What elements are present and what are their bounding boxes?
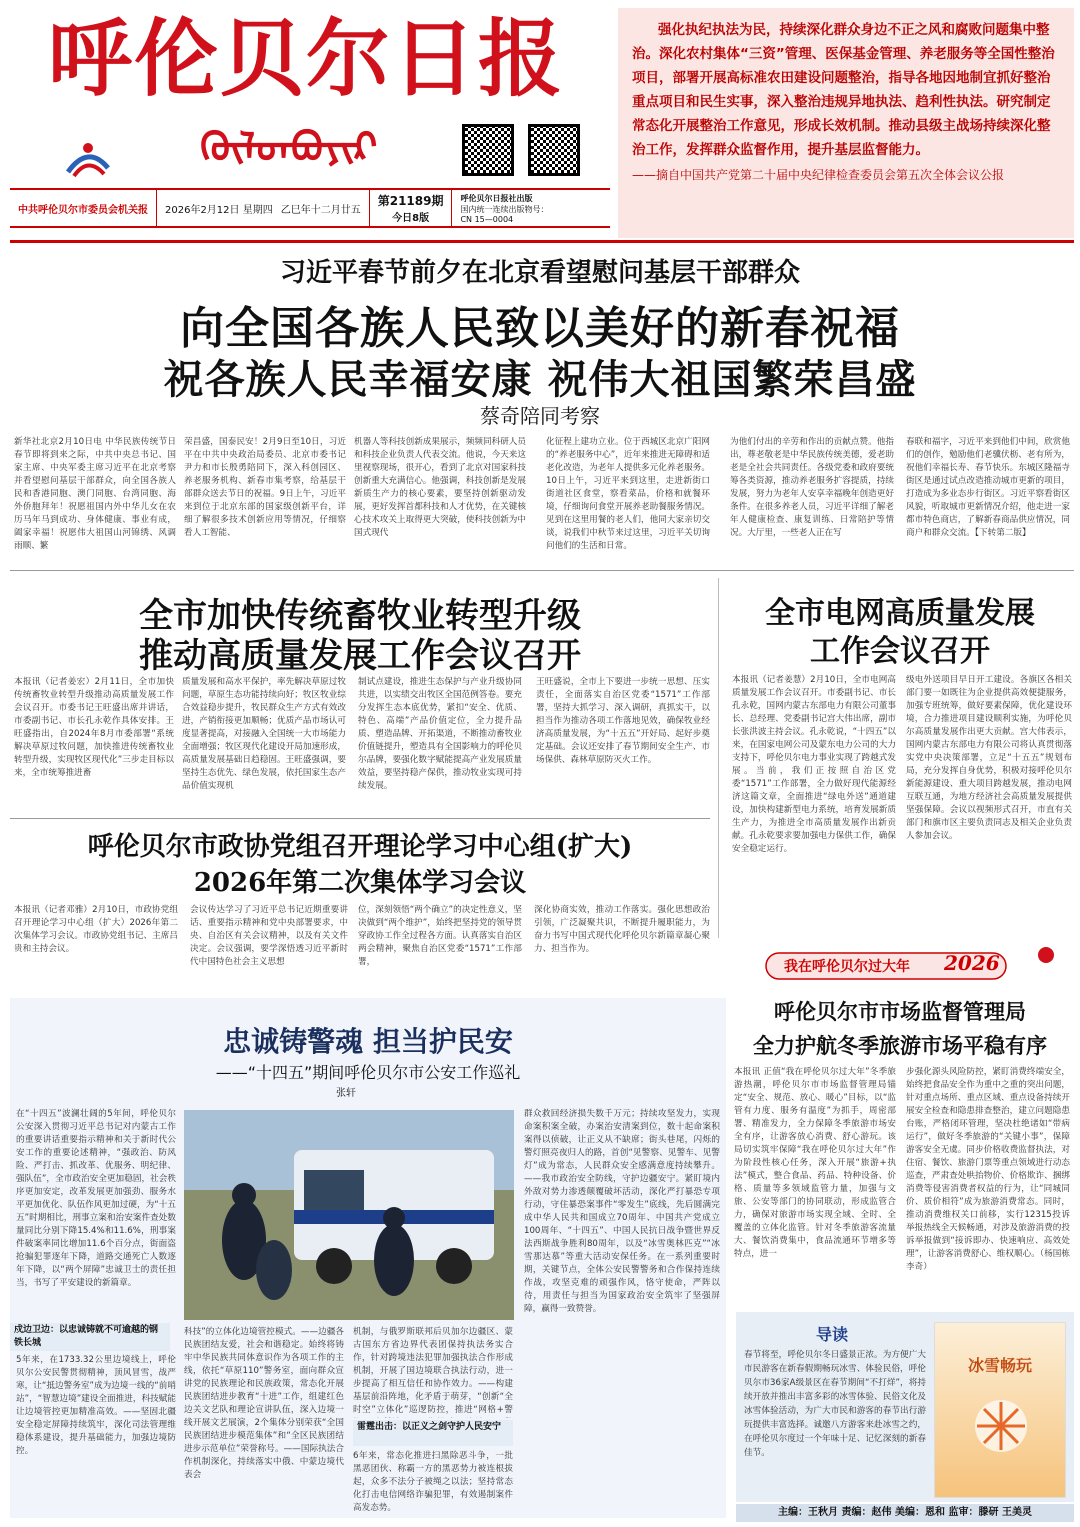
publisher: 中共呼伦贝尔市委员会机关报 bbox=[10, 190, 157, 226]
story-b-col-1: 本报讯（记者姜慧）2月10日，全市电网高质量发展工作会议召开。市委副书记、市长孔永乾，国网内蒙古东部电力有限公司董事长、总经理、党委副书记宫大伟出席，副市长张洪波主持会议。孔永乾说，“十四五”以来，在国家电网公司及蒙东电力公司的大力支持下，呼伦贝尔电力事业实现了跨越式发展。当前，我们正按照自治区党委“1571”工作部署，全力做好现代能源经济这篇文章，全面推进“绿电外送”通道建设，加快构建新型电力系统，培育发展新质生产力，为推进全市高质量发展作出新贡献。孔永乾要求要加强电力保供工作，确保安全稳定运行。 bbox=[732, 675, 896, 854]
lead-subhead: 蔡奇陪同考察 bbox=[480, 404, 600, 428]
new-year-banner bbox=[760, 945, 1060, 985]
story-a-title-1: 全市加快传统畜牧业转型升级 bbox=[139, 596, 581, 636]
mongolian-title: ᠬᠥᠯᠦᠨᠪᠤᠶᠢᠷ bbox=[200, 124, 378, 171]
story-a-col-3: 制试点建设，推进生态保护与产业升级协同共进，以实绩交出牧区全国范例答卷。要充分发挥生态本底优势，紧扣“安全、优质、特色、高端”产品价值定位，全力提升品质、塑造品牌、开拓渠道，不断推动畜牧业价值链提升，塑造具有全国影响力的呼伦贝尔品牌，要强化数字赋能提高产业发展质量效益，要坚持稳产保供，推动牧业实现可持续发展。 bbox=[358, 677, 522, 791]
lead-divider bbox=[10, 570, 1074, 571]
issue-number: 第21189期 bbox=[377, 194, 444, 208]
press-name: 呼伦贝尔日报社出版 bbox=[460, 193, 533, 203]
lead-col-6: 春联和福字，习近平来到他们中间，欣赏他们的创作，勉励他们老骥伏枥、老有所为，祝他们幸福长寿、春节快乐。东城区隆福寺街区是通过试点改造推动城市更新的项目，打造成为多业态步行街区。习近平察看街区风貌，听取城市更新情况介绍，他走进一家都市特色商店，了解新春商品供应情况，同商户和群众交流。【下转第二版】 bbox=[906, 437, 1070, 538]
guide-poster[interactable] bbox=[934, 1322, 1066, 1498]
lead-col-2: 荣昌盛，国泰民安！2月9日至10日，习近平在中共中央政治局委员、北京市委书记尹力和市长殷勇陪同下，深入科创园区、养老服务机构、新春市集考察，给基层干部群众送去节日的祝福。9日上午，习近平来到位于北京东部的国家级创新平台，详细了解很多技术创新应用等情况，仔细察看人工智能、 bbox=[184, 437, 346, 538]
feature-subtitle: ——“十四五”期间呼伦贝尔市公安工作巡礼 bbox=[215, 1063, 521, 1082]
story-a-col-4: 王旺盛说，全市上下要进一步统一思想、压实责任，全面落实自治区党委“1571”工作部署，坚持大抓学习、深入调研，真抓实干，以担当作为推动各项工作落地见效，确保牧业经济高质量发展，为“十五五”开好局、起好步奠定基础。会议还安排了春节期间安全生产、市场保供、森林草原防灭火工作。 bbox=[536, 677, 710, 765]
lead-headline-2: 祝各族人民幸福安康 祝伟大祖国繁荣昌盛 bbox=[163, 356, 917, 403]
masthead-title: 呼伦贝尔日报 bbox=[48, 10, 565, 108]
quote-text: 强化执纪执法为民，持续深化群众身边不正之风和腐败问题集中整治。深化农村集体“三资”管理、医保基金管理、养老服务等全国性整治项目，部署开展高标准农田建设问题整治，指导各地因地制宜抓好整治重点项目和民生实事，深入整治违规异地执法、趋利性执法。研究制定常态化开展整治工作意见，形成长效机制。推动县级主战场持续深化整治工作，发挥群众监督作用，提升基层监督能力。 bbox=[632, 22, 1055, 158]
banner-year: 2026 bbox=[944, 951, 1000, 975]
masthead-divider bbox=[10, 240, 1074, 243]
feature-col-3b: 6年来，常态化推进扫黑除恶斗争，一批黑恶团伙、称霸一方的黑恶势力被连根拔起，众多不法分子被绳之以法；坚持常态化打击电信网络诈骗犯罪，有效遏制案件高发态势。 bbox=[353, 1451, 513, 1513]
feature-col-1b: 5年来，在1733.32公里边境线上，呼伦贝尔公安民警贯彻精神，顶风冒雪，战严寒，让“抵边警务室”成为边境一线的“前哨站”，“智慧边境”建设全面推进，科技赋能让边境管控更加精准高效。——坚固北疆安全稳定屏障持续筑牢，深化司法管理维稳体系建设，提升基础能力，加强边境防控。 bbox=[16, 1355, 176, 1456]
story-a-title-2: 推动高质量发展工作会议召开 bbox=[139, 636, 581, 676]
feature-title: 忠诚铸警魂 担当护民安 bbox=[223, 1025, 513, 1058]
feature-col-1: 在“十四五”波澜壮阔的5年间，呼伦贝尔公安深入贯彻习近平总书记对内蒙古工作的重要讲话重要指示精神和关于新时代公安工作的重要论述精神，“强政治、防风险、严打击、抓改革、优服务、明纪律、强队伍”，全市政治安全更加稳固，社会秩序更加安定，改革发展更加强劲、服务水平更加优化、队伍作风更加过硬，为“十五五”时期相比，刑事立案和治安案件查处数量同比分别下降15.4%和11.6%，刑事案件破案率同比增加11.6个百分点，街面盗抢骗犯罪逐年下降，道路交通死亡人数逐年下降，以“两个屏障”忠诚卫士的责任担当，书写了平安建设的新篇章。 bbox=[16, 1109, 176, 1288]
poster-snowflake-icon bbox=[935, 1376, 1067, 1476]
lead-kicker: 习近平春节前夕在北京看望慰问基层干部群众 bbox=[279, 258, 800, 288]
story-a-divider bbox=[10, 818, 710, 819]
feature-author: 张轩 bbox=[336, 1088, 356, 1099]
story-c-title-2: 2026年第二次集体学习会议 bbox=[193, 868, 527, 898]
lead-col-5: 为他们付出的辛劳和作出的贡献点赞。他指出，尊老敬老是中华民族传统美德，爱老助老是全社会共同责任。各级党委和政府要统筹各类资源，推动养老服务扩容提质，持续发展，努力为老年人安享幸福晚年创造更好条件。在很多养老人员，习近平详细了解老年人健康检查、康复训练、日常陪护等情况。大厅里，一些老人正在写 bbox=[730, 437, 894, 538]
cn-label: 国内统一连续出版物号： bbox=[460, 204, 549, 214]
story-c-col-3: 位，深刻领悟“两个确立”的决定性意义，坚决做到“两个维护”，始终把坚持党的领导贯穿政协工作全过程各方面。认真落实自治区两会精神，聚焦自治区党委“1571”工作部署， bbox=[358, 905, 522, 967]
feature-note-2: 雷霆出击：以正义之剑守护人民安宁 bbox=[353, 1420, 513, 1446]
story-c-col-1: 本报讯（记者邓雅）2月10日，市政协党组召开理论学习中心组（扩大）2026年第二次集体学习会议。市政协党组书记、主席吕贵和主持会议。 bbox=[14, 905, 178, 954]
banner-text: 我在呼伦贝尔过大年 bbox=[784, 959, 910, 975]
guide-poster-title: 冰雪畅玩 bbox=[967, 1356, 1032, 1375]
story-c-col-4: 深化协商实效，推动工作落实。强化思想政治引领，广泛凝聚共识，不断提升履职能力，为奋力书写中国式现代化呼伦贝尔新篇章凝心聚力、担当作为。 bbox=[534, 905, 710, 954]
newspaper-logo bbox=[58, 138, 118, 182]
story-d-title-2: 全力护航冬季旅游市场平稳有序 bbox=[753, 1033, 1047, 1058]
qr-code-2[interactable] bbox=[528, 124, 580, 176]
story-b-col-2: 级电外送项目早日开工建设。各旗区各相关部门要一如既往为企业提供高效便捷服务，加强专班统筹，做好要素保障，优化建设环境，合力推进项目建设顺利实施，为呼伦贝尔高质量发展作出更大贡献。宫大伟表示，国网内蒙古东部电力有限公司将认真贯彻落实党中央决策部署，立足“十五五”规划布局，充分发挥自身优势，积极对接呼伦贝尔新能源建设、重大项目跨越发展，推动电网互联互通，为地方经济社会高质量发展提供坚强保障。会议以视频形式召开，市直有关部门和旗市区主要负责同志及相关企业负责人参加会议。 bbox=[906, 675, 1072, 841]
qr-code-1[interactable] bbox=[462, 124, 514, 176]
story-d-title-1: 呼伦贝尔市市场监督管理局 bbox=[774, 999, 1026, 1024]
masthead-infobar bbox=[10, 188, 610, 228]
story-c-col-2: 会议传达学习了习近平总书记近期重要讲话、重要指示精神和党中央部署要求，中央、自治区有关会议精神，以及有关文件决定。会议强调，要学深悟透习近平新时代中国特色社会主义思想 bbox=[190, 905, 348, 967]
editor-credits: 主编：王秋月 责编：赵伟 美编：恩和 监审：滕研 王美灵 bbox=[736, 1504, 1074, 1522]
feature-col-2: 科技”的立体化边境管控模式。——边疆各民族团结友爱，社会和谐稳定。始终将铸牢中华民族共同体意识作为各项工作的主线，依托“草原110”警务室，面向群众宣讲党的民族理论和民族政策，常态化开展民族团结进步教育“十进”工作，组建红色边关文艺队和理论宣讲队伍，深入边境一线开展文艺展演，2个集体分别荣获“全国民族团结进步模范集体”和“全区民族团结进步示范单位”荣誉称号。——国际执法合作机制深化，持续落实中俄、中蒙边境代表会 bbox=[184, 1327, 344, 1480]
story-b-title-1: 全市电网高质量发展 bbox=[765, 596, 1035, 631]
page-count: 今日8版 bbox=[392, 213, 430, 224]
quote-source: ——摘自中国共产党第二十届中央纪律检查委员会第五次全体会议公报 bbox=[632, 168, 1005, 182]
story-d-col-2: 步强化源头风险防控，紧盯消费终端安全，始终把食品安全作为重中之重的突出问题，针对重点场所、重点区域、重点设备持续开展安全检查和隐患排查整治，建立问题隐患台账，严格闭环管理，坚决杜绝诸如“带病运行”，做好冬季旅游的“关键小事”，保障游客安全无虞。同步价格收费监督执法，对住宿、餐饮、旅游门票等重点领域进行动态巡查，严肃查处哄抬物价、价格欺诈、捆绑消费等侵害消费者权益的行为，让“同城同价、质价相符”成为旅游消费常态。同时，推动消费维权关口前移，实行12315投诉举报热线全天候畅通，对涉及旅游消费的投诉举报做到“接诉即办、快速响应、高效处理”，让游客消费舒心、维权顺心。（杨国栋 李奇） bbox=[906, 1067, 1070, 1272]
issue-date: 2026年2月12日 星期四 bbox=[165, 204, 273, 216]
quote-box bbox=[618, 8, 1074, 238]
column-divider bbox=[718, 578, 719, 938]
lunar-date: 乙巳年十二月廿五 bbox=[280, 204, 361, 216]
guide-heading: 导读 bbox=[816, 1325, 849, 1344]
story-b-title-2: 工作会议召开 bbox=[810, 634, 990, 669]
story-c-title-1: 呼伦贝尔市政协党组召开理论学习中心组(扩大) bbox=[87, 832, 633, 862]
lead-headline-1: 向全国各族人民致以美好的新春祝福 bbox=[180, 303, 900, 354]
story-d-col-1: 本报讯 正值“我在呼伦贝尔过大年”冬季旅游热潮，呼伦贝尔市市场监督管理局锚定“安全、规范、放心、暖心”目标，以“监管有力度、服务有温度”为抓手，周密部署、精准发力，全力保障冬季旅游市场安全有序，让游客放心消费、舒心游玩。该局切实筑牢保障“我在呼伦贝尔过大年”作为阶段性核心任务，深入开展“旅游+执法”模式，整合食品、药品、特种设备、价格、质量等多领域监管力量，加强与文旅、公安等部门的协同联动，形成监管合力，确保对旅游市场实现全域、全时、全覆盖的立体化监管。针对冬季旅游客流量大、餐饮消费集中，食品流通环节增多等特点，进一 bbox=[734, 1067, 896, 1259]
feature-col-4: 群众救回经济损失数千万元；持续攻坚发力，实现命案积案全破，办案治安清案到位，数十起命案积案得以侦破，让正义从不缺席；街头巷尾，闪烁的警灯照亮夜归人的路，首创“见警察、见警车、见警灯”成为常态，人民群众安全感满意度持续攀升。——我市政治安全防线，守护边疆安宁。紧盯境内外敌对势力渗透颠覆破坏活动，深化严打暴恐专项行动，守住暴恐案事件“零发生”底线，先后圆满完成中华人民共和国成立70周年、中国共产党成立100周年、“十四五”、中国人民抗日战争暨世界反法西斯战争胜利80周年，以及“冰雪奥林匹克”“冰雪那达慕”等重大活动安保任务。在一系列重要时期，关键节点，全体公安民警警务和合作保持连续作战，攻坚克难的顽强作风，恪守使命，严阵以待，用责任与担当为国家政治安全筑牢了坚强屏障，赢得一致赞誉。 bbox=[524, 1109, 720, 1314]
lead-col-3: 机器人等科技创新成果展示，频频同科研人员和科技企业负责人代表交流。他说，今天来这里视察现场，很开心，看到了北京对国家科技创新重大充满信心。他强调，科技创新是发展新质生产力的核心要素，要坚持创新驱动发展，更好发挥首都科技和人才优势，在关键核心技术攻关上取得更大突破，使科技创新为中国式现代 bbox=[354, 437, 526, 538]
lead-col-4: 化征程上建功立业。位于西城区北京广阳网的“养老服务中心”，近年来推进无障碍和适老化改造，为老年人提供多元化养老服务。10日上午，习近平来到这里，走进新街口街道社区食堂，察看菜品，价格和就餐环境，仔细询问食堂开展养老助餐服务情况。见到在这里用餐的老人们，他同大家亲切交谈，说我们中秋节来过这里，习近平关切询问他们的生活和日常。 bbox=[546, 437, 710, 551]
cn-number: CN 15—0004 bbox=[460, 214, 514, 224]
police-photo bbox=[184, 1110, 514, 1320]
feature-note-1: 戍边卫边：以忠诚铸就不可逾越的钢铁长城 bbox=[10, 1323, 170, 1351]
story-a-col-1: 本报讯（记者姜宏）2月11日，全市加快传统畜牧业转型升级推动高质量发展工作会议召开。市委书记王旺盛出席并讲话，市委副书记、市长孔永乾作具体安排。王旺盛指出，自2024年8月市委部署“系统解决草原过牧问题，加快推进传统畜牧业转型升级，实现牧区现代化”三步走目标以来，全市统筹推进畜 bbox=[14, 677, 174, 778]
story-a-col-2: 质量发展和高水平保护，率先解决草原过牧问题，草原生态功能持续向好；牧区牧业综合效益稳步提升，牧民群众生产方式有效改进，产销衔接更加顺畅；优质产品市场认可度显著提高，对接融入全国统一大市场能力全面增强；牧区现代化建设开局加速形成，高质量发展基础日趋稳固。王旺盛强调，要坚持生态优先、绿色发展，依托国家生态产品价值实现机 bbox=[182, 677, 346, 791]
feature-col-3: 机制，与俄罗斯联邦后贝加尔边疆区、蒙古国东方省边界代表团保持执法务实合作，针对跨境违法犯罪加强执法合作形成机制，开展了国边境联合执法行动，进一步提高了相互信任和协作效力。——构建基层前沿阵地，化矛盾于萌芽，“创新“全时空”立体化”巡逻防控，推进“网格+警 bbox=[353, 1327, 513, 1415]
lead-col-1: 新华社北京2月10日电 中华民族传统节日春节即将到来之际，中共中央总书记、国家主席、中央军委主席习近平在北京考察并看望慰问基层干部群众，向全国各族人民和香港同胞、澳门同胞、台湾同胞、海外侨胞拜年！祝愿祖国内外中华儿女在农历马年马到成功、身体健康、事业有成，阖家幸福！祝愿伟大祖国山河锦绣、风调雨顺、繁 bbox=[14, 437, 176, 551]
guide-text: 春节将至，呼伦贝尔冬日盛景正浓。为方便广大市民游客在新春假期畅玩冰雪、体验民俗，呼伦贝尔市36家A级景区在春节期间“不打烊”，将持续开放并推出丰富多彩的冰雪体验、民俗文化及冰雪体验活动，为广大市民和游客的春节出行游玩提供丰富选择。诚邀八方游客来赴冰雪之约，在呼伦贝尔度过一个年味十足、记忆深刻的新春佳节。 bbox=[744, 1350, 926, 1458]
